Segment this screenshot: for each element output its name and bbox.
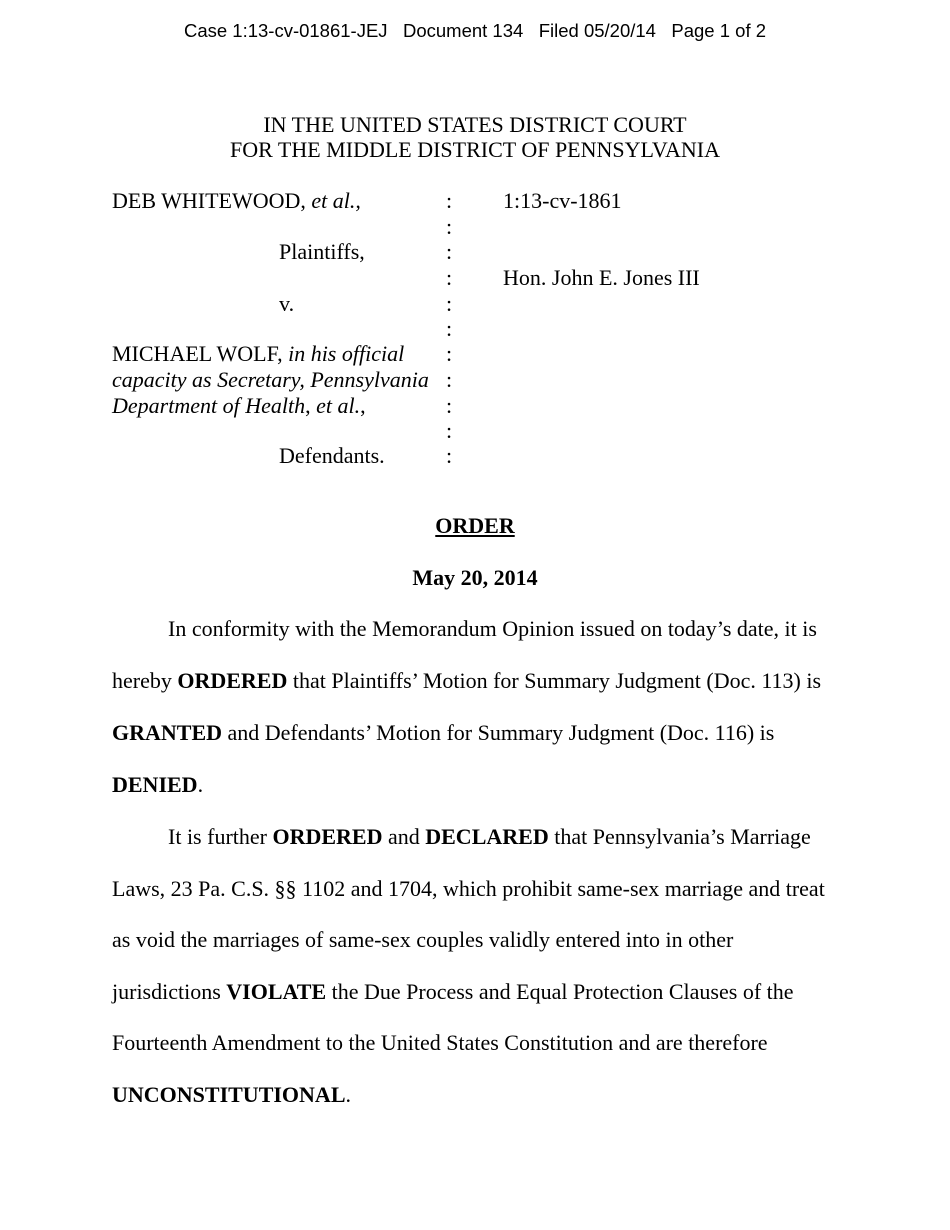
caption-colon: : xyxy=(446,316,453,341)
ordered-bold: ORDERED xyxy=(272,824,383,849)
paragraph2-line2: Laws, 23 Pa. C.S. §§ 1102 and 1704, which prohibit same-sex marriage and treat xyxy=(112,876,825,901)
court-heading xyxy=(0,112,950,162)
text: It is further xyxy=(168,824,273,849)
text: the Due Process and Equal Protection Clauses of the xyxy=(326,979,794,1004)
unconstitutional-bold: UNCONSTITUTIONAL xyxy=(112,1082,346,1107)
caption-colon: : xyxy=(446,214,453,239)
caption-colon: : xyxy=(446,367,453,392)
caption-colon: : xyxy=(446,341,453,366)
denied-bold: DENIED xyxy=(112,772,198,797)
plaintiff-name-text: DEB WHITEWOOD, xyxy=(112,188,306,213)
defendant-capacity-line xyxy=(112,367,429,393)
granted-bold: GRANTED xyxy=(112,720,223,745)
defendant-capacity-1: in his official xyxy=(288,341,405,366)
plaintiffs-label: Plaintiffs, xyxy=(279,239,365,264)
filing-header: Case 1:13-cv-01861-JEJ Document 134 Filed 05/20/14 Page 1 of 2 xyxy=(183,20,767,41)
paragraph2-line5: Fourteenth Amendment to the United States Constitution and are therefore xyxy=(112,1030,768,1055)
court-district-line: FOR THE MIDDLE DISTRICT OF PENNSYLVANIA xyxy=(230,137,720,162)
text: . xyxy=(345,1082,351,1107)
plaintiff-et-al: et al., xyxy=(311,188,361,213)
court-name-line: IN THE UNITED STATES DISTRICT COURT xyxy=(263,112,687,137)
caption-colon: : xyxy=(446,393,453,418)
caption-colon: : xyxy=(446,239,453,264)
caption-colon: : xyxy=(446,443,453,468)
caption-colon: : xyxy=(446,265,453,290)
caption-colon: : xyxy=(446,291,453,316)
defendant-department-line xyxy=(112,393,366,419)
order-title-text: ORDER xyxy=(435,513,515,538)
paragraph2-line6 xyxy=(112,1082,351,1108)
text: and Defendants’ Motion for Summary Judgment (Doc. 116) is xyxy=(222,720,775,745)
versus-label: v. xyxy=(279,291,295,316)
paragraph1-line1: In conformity with the Memorandum Opinion issued on today’s date, it is xyxy=(168,616,817,641)
text: hereby xyxy=(112,668,178,693)
paragraph2-line1 xyxy=(168,824,811,850)
text: and xyxy=(382,824,426,849)
comma: , xyxy=(360,393,366,418)
judge-name: Hon. John E. Jones III xyxy=(503,265,700,290)
defendant-et-al: et al. xyxy=(316,393,361,418)
case-number: 1:13-cv-1861 xyxy=(503,188,622,213)
defendant-name-text: MICHAEL WOLF, xyxy=(112,341,283,366)
caption-colon: : xyxy=(446,188,453,213)
order-date: May 20, 2014 xyxy=(412,565,538,590)
text: jurisdictions xyxy=(112,979,227,1004)
defendant-name xyxy=(112,341,404,367)
caption-colon: : xyxy=(446,418,453,443)
text: that Plaintiffs’ Motion for Summary Judgment (Doc. 113) is xyxy=(287,668,822,693)
paragraph1-line3 xyxy=(112,720,774,746)
paragraph2-line3: as void the marriages of same-sex couples validly entered into in other xyxy=(112,927,734,952)
declared-bold: DECLARED xyxy=(425,824,549,849)
defendant-capacity-2: capacity as Secretary, Pennsylvania xyxy=(112,367,429,392)
plaintiff-name xyxy=(112,188,361,214)
paragraph2-line4 xyxy=(112,979,794,1005)
paragraph1-line4 xyxy=(112,772,203,798)
text: . xyxy=(197,772,204,797)
order-title xyxy=(0,513,950,539)
violate-bold: VIOLATE xyxy=(226,979,327,1004)
paragraph1-line2 xyxy=(112,668,821,694)
comma: , xyxy=(305,393,311,418)
defendants-label: Defendants. xyxy=(279,443,385,468)
text: that Pennsylvania’s Marriage xyxy=(548,824,811,849)
ordered-bold: ORDERED xyxy=(177,668,288,693)
defendant-department: Department of Health xyxy=(112,393,306,418)
